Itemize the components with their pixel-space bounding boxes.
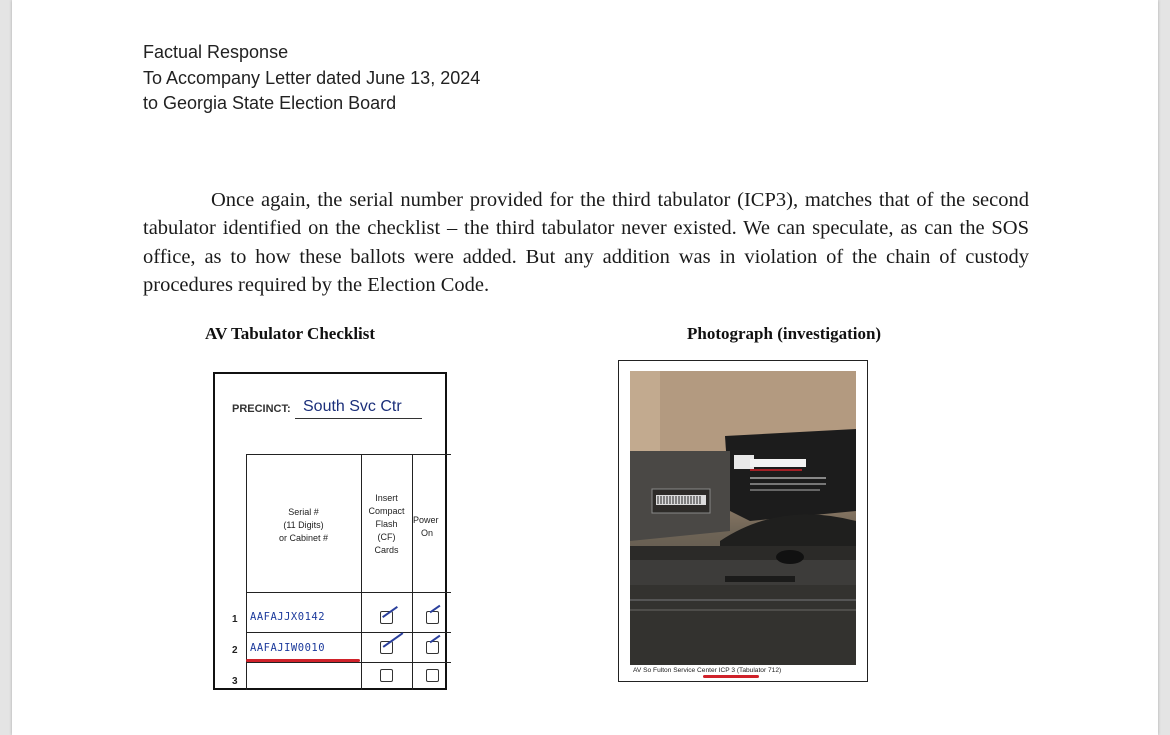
checkbox-power-checked: [426, 611, 439, 624]
power-column-header: Power On: [413, 515, 439, 538]
tabulator-illustration: [630, 371, 856, 665]
check-mark-icon: [383, 632, 404, 647]
checklist-table: [232, 454, 451, 690]
row-serial: AAFAJJX0142: [250, 611, 326, 623]
cf-column-header: Insert Compact Flash (CF) Cards: [368, 493, 405, 555]
header-line-2: To Accompany Letter dated June 13, 2024: [143, 67, 481, 88]
header-line-1: Factual Response: [143, 42, 289, 62]
precinct-underline: [295, 418, 422, 419]
red-underline-marker: [703, 675, 759, 678]
tabulator-photo: [630, 371, 856, 665]
body-paragraph: Once again, the serial number provided for the third tabulator (ICP3), matches that of the second tabulator identified on the checklist – the third tabulator never existed. We can speculate, as can the SOS office, as to how these ballots were added. But any addition was in violation of the chain of custody procedures required by the Election Code.: [143, 189, 1029, 296]
row-number: 3: [232, 676, 238, 687]
precinct-value: South Svc Ctr: [303, 398, 402, 415]
checklist-caption: AV Tabulator Checklist: [205, 324, 376, 343]
precinct-label: PRECINCT:: [232, 403, 291, 415]
row-number: 1: [232, 614, 238, 625]
document-page: [12, 0, 1158, 735]
checkbox-power-empty: [426, 669, 439, 682]
checkbox-power-checked: [426, 641, 439, 654]
checklist-image: [213, 372, 447, 690]
photo-caption: AV So Fulton Service Center ICP 3 (Tabulator 712): [633, 667, 782, 674]
red-underline-marker: [246, 659, 360, 662]
row-number: 2: [232, 645, 238, 656]
row-serial: AAFAJIW0010: [250, 642, 326, 654]
serial-column-header: Serial # (11 Digits) or Cabinet #: [278, 507, 329, 543]
photograph-frame: [618, 360, 868, 682]
header-line-3: to Georgia State Election Board: [143, 93, 397, 113]
photo-caption-heading: Photograph (investigation): [687, 324, 882, 343]
document-header: [143, 40, 480, 117]
checkbox-cf-empty: [380, 669, 393, 682]
